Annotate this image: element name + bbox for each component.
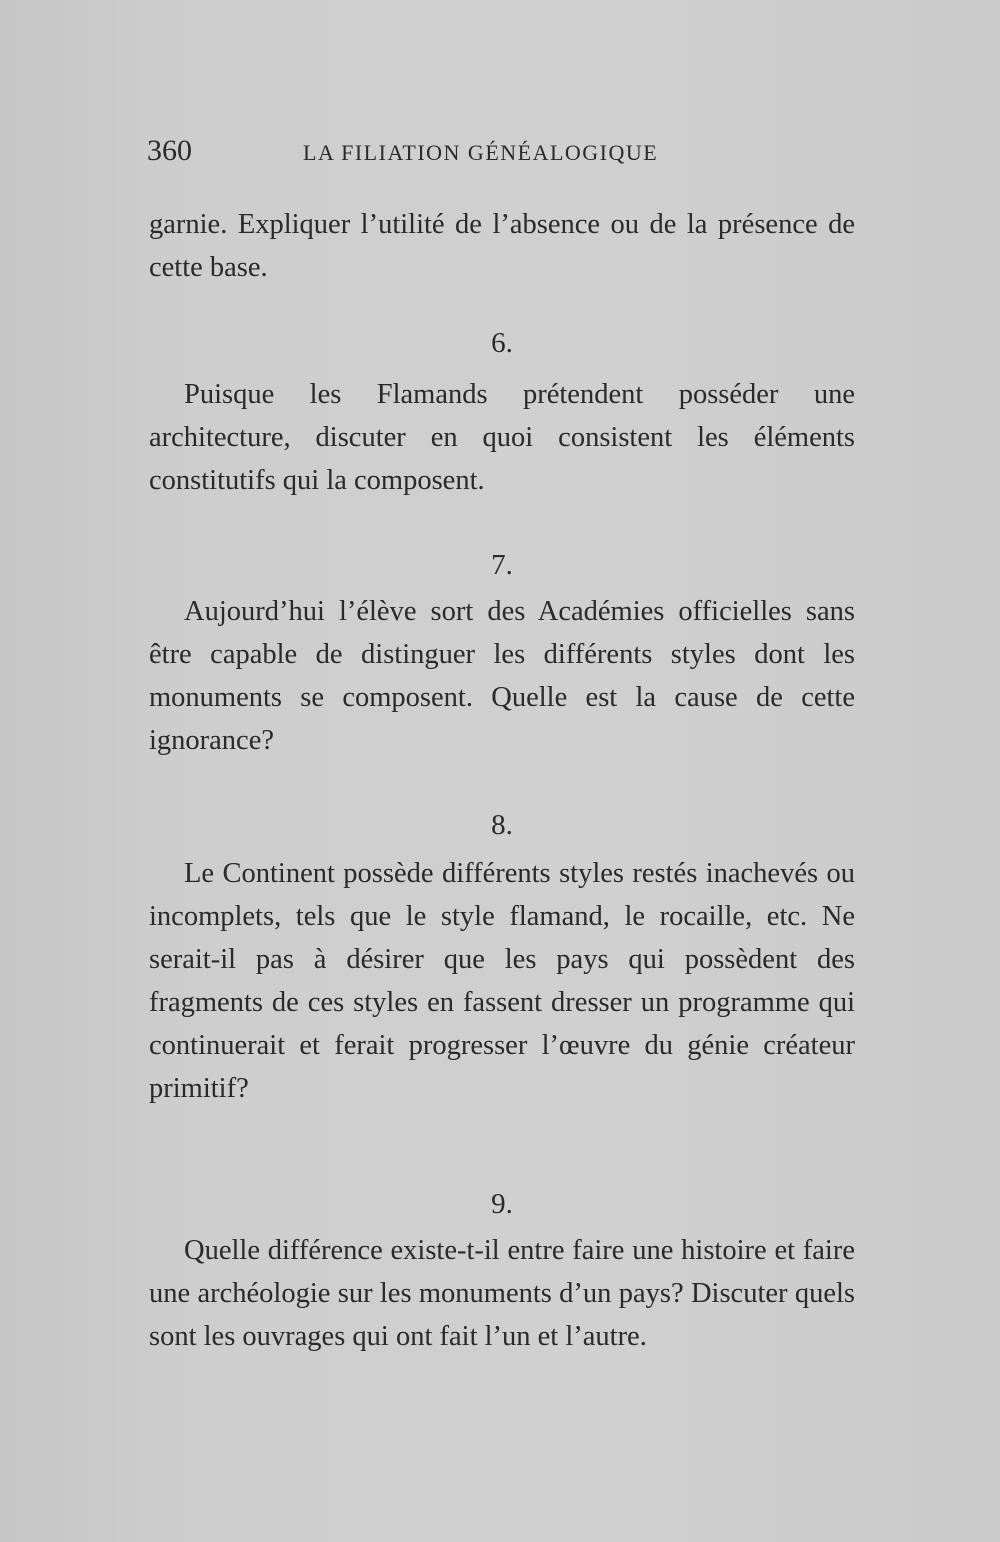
section-number-6: 6.	[491, 327, 513, 359]
page-number: 360	[147, 134, 192, 167]
page-header	[147, 134, 707, 174]
section-6-block	[149, 373, 855, 502]
section-7-paragraph: Aujourd’hui l’élève sort des Académies officielles sans être capable de distinguer les différents styles dont les monuments se composent. Quelle est la cause de cette ignorance?	[149, 596, 855, 756]
intro-paragraph-block	[149, 203, 855, 289]
section-8-block	[149, 852, 855, 1110]
section-6-paragraph: Puisque les Flamands prétendent posséder une architecture, discuter en quoi consistent les éléments constitutifs qui la composent.	[149, 379, 855, 496]
intro-paragraph: garnie. Expliquer l’utilité de l’absence ou de la présence de cette base.	[149, 209, 855, 283]
section-number-7: 7.	[491, 549, 513, 581]
section-number-9: 9.	[491, 1188, 513, 1220]
section-number-8: 8.	[491, 809, 513, 841]
section-9-block	[149, 1229, 855, 1358]
section-7-block	[149, 590, 855, 762]
section-8-paragraph: Le Continent possède différents styles restés inachevés ou incomplets, tels que le style flamand, le rocaille, etc. Ne serait-il pas à désirer que les pays qui possèdent des fragments de ces styles en fassent dresser un programme qui continuerait et ferait progresser l’œuvre du génie créateur primitif?	[149, 858, 855, 1104]
running-title: LA FILIATION GÉNÉALOGIQUE	[303, 140, 659, 165]
section-9-paragraph: Quelle différence existe-t-il entre faire une histoire et faire une archéologie sur les monuments d’un pays? Discuter quels sont les ouvrages qui ont fait l’un et l’autre.	[149, 1235, 855, 1352]
